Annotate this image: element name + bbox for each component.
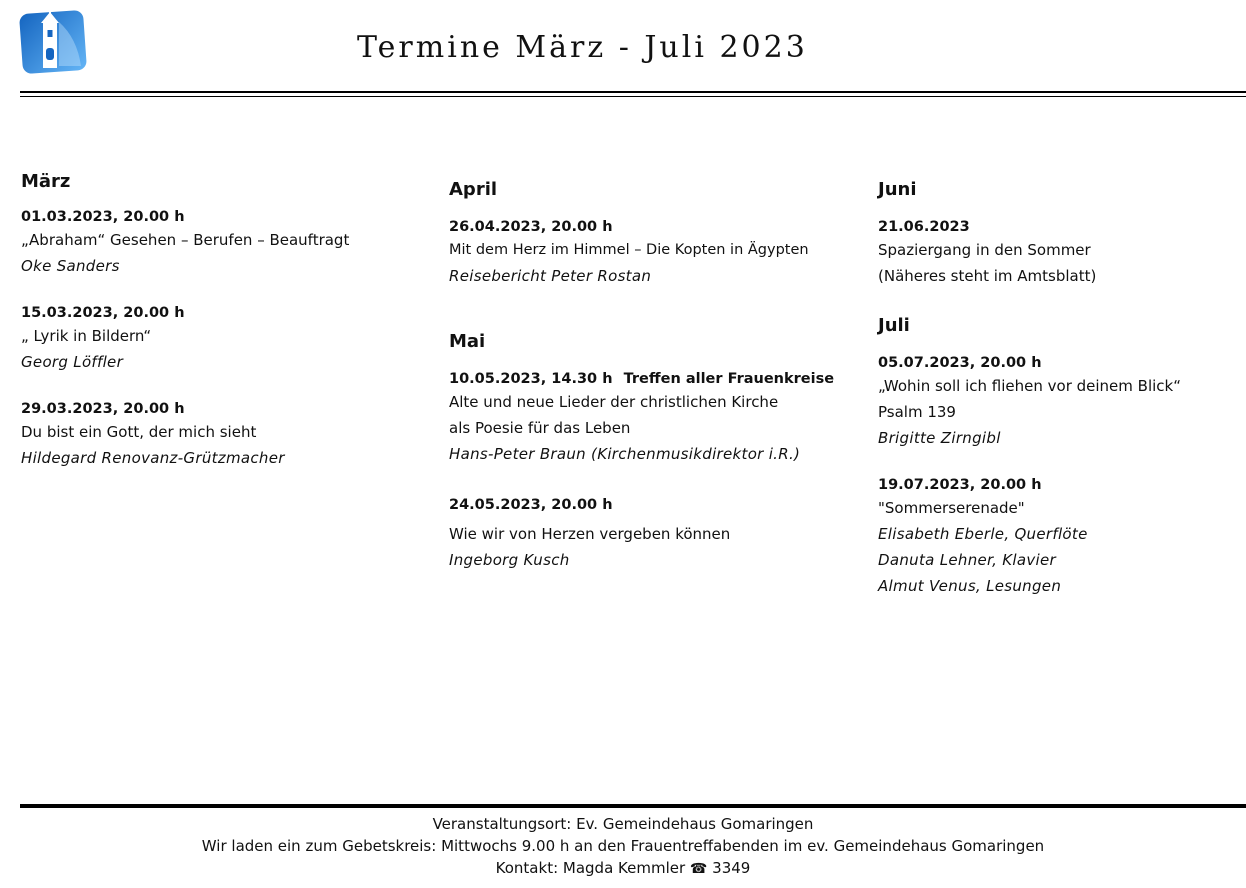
event-item bbox=[878, 217, 1246, 289]
event-title: als Poesie für das Leben bbox=[449, 419, 631, 437]
header-divider bbox=[20, 91, 1246, 93]
phone-icon: ☎ bbox=[689, 861, 708, 877]
column-march bbox=[21, 171, 431, 471]
event-title: "Sommerserenade" bbox=[878, 499, 1025, 517]
event-item bbox=[449, 369, 859, 467]
column-april-may bbox=[449, 179, 859, 573]
event-date: 05.07.2023, 20.00 h bbox=[878, 355, 1042, 371]
footer-phone-number: 3349 bbox=[712, 859, 751, 877]
footer-venue: Veranstaltungsort: Ev. Gemeindehaus Gomaringen bbox=[432, 815, 814, 833]
event-speaker: Reisebericht Peter Rostan bbox=[449, 267, 652, 285]
event-speaker: Ingeborg Kusch bbox=[449, 551, 570, 569]
event-title: Mit dem Herz im Himmel – Die Kopten in Ägypten bbox=[449, 242, 809, 258]
event-date: 29.03.2023, 20.00 h bbox=[21, 401, 185, 417]
event-date bbox=[449, 369, 859, 389]
event-speaker: Hans-Peter Braun (Kirchenmusikdirektor i.R.) bbox=[449, 445, 801, 463]
event-item bbox=[21, 303, 431, 375]
event-item bbox=[21, 399, 431, 471]
month-heading-juni: Juni bbox=[878, 179, 917, 200]
event-speaker: Brigitte Zirngibl bbox=[878, 429, 1001, 447]
event-date-note: Treffen aller Frauenkreise bbox=[623, 371, 835, 387]
event-date: 19.07.2023, 20.00 h bbox=[878, 477, 1042, 493]
event-date: 24.05.2023, 20.00 h bbox=[449, 497, 613, 513]
month-heading-april: April bbox=[449, 179, 498, 200]
event-note: (Näheres steht im Amtsblatt) bbox=[878, 267, 1097, 285]
footer-contact bbox=[0, 857, 1246, 880]
event-title: Spaziergang in den Sommer bbox=[878, 241, 1091, 259]
event-date: 26.04.2023, 20.00 h bbox=[449, 219, 613, 235]
event-subtitle: Psalm 139 bbox=[878, 403, 956, 421]
footer bbox=[0, 813, 1246, 880]
page-title: Termine März - Juli 2023 bbox=[357, 30, 808, 65]
event-title: Du bist ein Gott, der mich sieht bbox=[21, 423, 257, 441]
event-performer: Almut Venus, Lesungen bbox=[878, 577, 1062, 595]
event-performer: Danuta Lehner, Klavier bbox=[878, 551, 1056, 569]
event-title: „ Lyrik in Bildern“ bbox=[21, 327, 152, 345]
month-heading-maerz: März bbox=[21, 171, 71, 192]
event-item bbox=[449, 495, 859, 573]
footer-prayer-circle: Wir laden ein zum Gebetskreis: Mittwochs 9.00 h an den Frauentreffabenden im ev. Gemeindehaus Gomaringen bbox=[201, 837, 1045, 855]
month-heading-mai: Mai bbox=[449, 331, 486, 352]
event-performer: Elisabeth Eberle, Querflöte bbox=[878, 525, 1088, 543]
column-june-july bbox=[878, 179, 1246, 599]
event-title: „Abraham“ Gesehen – Berufen – Beauftragt bbox=[21, 231, 350, 249]
footer-contact-label: Kontakt: Magda Kemmler bbox=[495, 859, 686, 877]
month-heading-juli: Juli bbox=[878, 315, 910, 336]
event-date-value: 10.05.2023, 14.30 h bbox=[449, 371, 613, 387]
event-item bbox=[878, 353, 1246, 451]
event-item bbox=[21, 207, 431, 279]
header-divider-thin bbox=[20, 96, 1246, 97]
event-date: 01.03.2023, 20.00 h bbox=[21, 209, 185, 225]
event-title: Wie wir von Herzen vergeben können bbox=[449, 525, 731, 543]
church-tower-icon bbox=[19, 8, 89, 76]
event-title: Alte und neue Lieder der christlichen Kirche bbox=[449, 393, 779, 411]
event-date: 15.03.2023, 20.00 h bbox=[21, 305, 185, 321]
event-speaker: Georg Löffler bbox=[21, 353, 124, 371]
event-speaker: Oke Sanders bbox=[21, 257, 120, 275]
event-item bbox=[449, 217, 859, 289]
event-speaker: Hildegard Renovanz-Grützmacher bbox=[21, 449, 285, 467]
event-item bbox=[878, 475, 1246, 599]
footer-divider bbox=[20, 804, 1246, 808]
event-date: 21.06.2023 bbox=[878, 219, 970, 235]
event-title: „Wohin soll ich fliehen vor deinem Blick“ bbox=[878, 377, 1181, 395]
